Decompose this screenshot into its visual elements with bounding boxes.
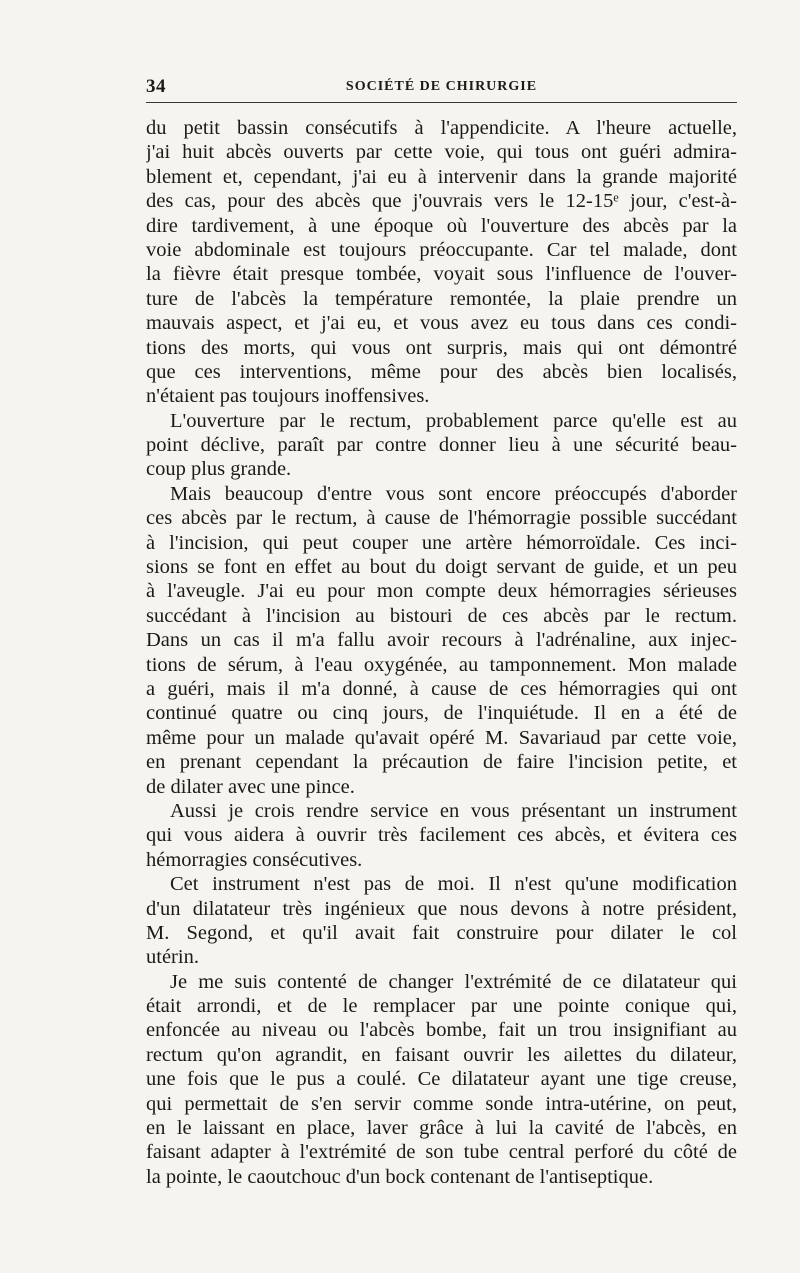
text-line: succédant à l'incision au bistouri de ces abcès par le rectum. [146,604,737,627]
text-line: des cas, pour des abcès que j'ouvrais vers le 12-15ᵉ jour, c'est-à- [146,190,737,213]
text-line: n'étaient pas toujours inoffensives. [146,385,430,408]
paragraph [146,970,737,1190]
page-header [146,76,737,103]
text-line: M. Segond, et qu'il avait fait construire pour dilater le col [146,921,737,944]
text-line: que ces interventions, même pour des abcès bien localisés, [146,360,737,383]
text-line: Cet instrument n'est pas de moi. Il n'est qu'une modification [170,873,737,896]
text-line: enfoncée au niveau ou l'abcès bombe, fait un trou insignifiant au [146,1019,737,1042]
page-body [146,116,737,1189]
text-line: voie abdominale est toujours préoccupante. Car tel malade, dont [146,238,737,261]
text-line: dire tardivement, à une époque où l'ouverture des abcès par la [146,214,737,237]
text-line: point déclive, paraît par contre donner lieu à une sécurité beau- [146,434,737,457]
text-line: Dans un cas il m'a fallu avoir recours à l'adrénaline, aux injec- [146,629,737,652]
text-line: a guéri, mais il m'a donné, à cause de ces hémorragies qui ont [146,677,737,700]
text-line: en le laissant en place, laver grâce à lui la cavité de l'abcès, en [146,1117,737,1140]
text-line: en prenant cependant la précaution de faire l'incision petite, et [146,751,737,774]
paragraph [146,409,737,482]
text-line: Mais beaucoup d'entre vous sont encore préoccupés d'aborder [170,482,737,505]
text-line: ces abcès par le rectum, à cause de l'hémorragie possible succédant [146,507,737,530]
text-line: mauvais aspect, et j'ai eu, et vous avez eu tous dans ces condi- [146,312,737,335]
text-line: d'un dilatateur très ingénieux que nous devons à notre président, [146,897,737,920]
text-line: ture de l'abcès la température remontée, la plaie prendre un [146,287,737,310]
text-line: hémorragies consécutives. [146,848,363,871]
text-line: qui permettait de s'en servir comme sonde intra-utérine, on peut, [146,1092,737,1115]
text-line: coup plus grande. [146,458,292,481]
text-line: Aussi je crois rendre service en vous présentant un instrument [170,799,737,822]
text-line: tions des morts, qui vous ont surpris, mais qui ont démontré [146,336,737,359]
text-line: la fièvre était presque tombée, voyait sous l'influence de l'ouver- [146,263,737,286]
text-line: faisant adapter à l'extrémité de son tube central perforé du côté de [146,1141,737,1164]
text-line: rectum qu'on agrandit, en faisant ouvrir les ailettes du dilateur, [146,1043,737,1066]
paragraph [146,799,737,872]
text-line: la pointe, le caoutchouc d'un bock contenant de l'antiseptique. [146,1165,654,1188]
text-line: était arrondi, et de le remplacer par une pointe conique qui, [146,995,737,1018]
text-line: même pour un malade qu'avait opéré M. Savariaud par cette voie, [146,726,737,749]
text-line: utérin. [146,946,199,969]
text-line: L'ouverture par le rectum, probablement parce qu'elle est au [170,409,737,432]
text-line: qui vous aidera à ouvrir très facilement ces abcès, et évitera ces [146,824,737,847]
paragraph [146,116,737,409]
page-number: 34 [146,76,166,97]
text-line: j'ai huit abcès ouverts par cette voie, qui tous ont guéri admira- [146,141,737,164]
text-line: blement et, cependant, j'ai eu à intervenir dans la grande majorité [146,165,737,188]
text-line: Je me suis contenté de changer l'extrémité de ce dilatateur qui [170,970,737,993]
text-line: du petit bassin consécutifs à l'appendicite. A l'heure actuelle, [146,117,737,139]
text-line: sions se font en effet au bout du doigt servant de guide, et un peu [146,556,737,579]
text-line: tions de sérum, à l'eau oxygénée, au tamponnement. Mon malade [146,653,737,676]
paragraph [146,482,737,799]
paragraph [146,872,737,970]
running-head: SOCIÉTÉ DE CHIRURGIE [345,79,538,94]
text-line: à l'incision, qui peut couper une artère hémorroïdale. Ces inci- [146,531,737,554]
text-line: à l'aveugle. J'ai eu pour mon compte deux hémorragies sérieuses [146,580,737,603]
text-line: de dilater avec une pince. [146,775,355,798]
text-line: une fois que le pus a coulé. Ce dilatateur ayant une tige creuse, [146,1068,737,1091]
text-line: continué quatre ou cinq jours, de l'inquiétude. Il en a été de [146,702,737,725]
